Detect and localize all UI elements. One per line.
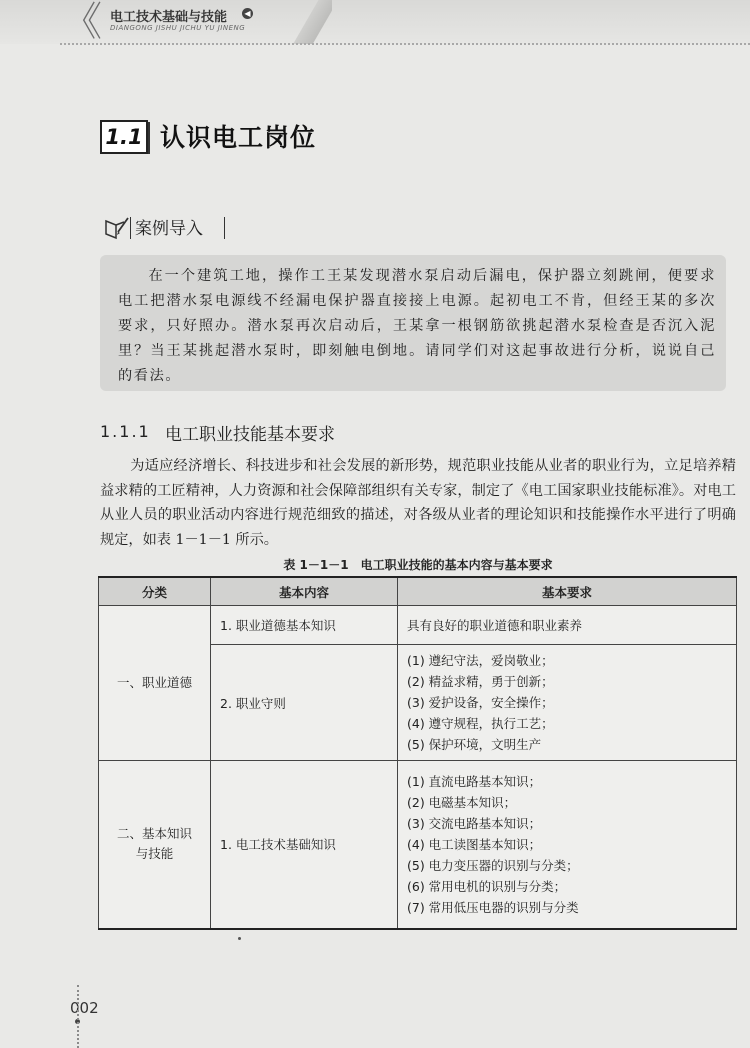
requirement-item: (4) 遵守规程，执行工艺；: [407, 716, 554, 731]
requirement-item: (4) 电工读图基本知识；: [407, 836, 542, 852]
skills-table: [98, 576, 737, 930]
requirement-item: (7) 常用低压电器的识别与分类: [407, 899, 579, 915]
table-row: [99, 761, 737, 929]
binding-dotted-line: [77, 985, 79, 1048]
table-category-cell: [99, 606, 211, 761]
table-category-cell: [99, 761, 211, 929]
page-number: 002: [70, 999, 99, 1017]
table-header-cell: 基本要求: [398, 577, 737, 606]
requirement-item: (6) 常用电机的识别与分类；: [407, 878, 567, 894]
table-row: [99, 606, 737, 645]
requirement-item: (3) 爱护设备，安全操作；: [407, 695, 554, 710]
requirement-item: (2) 电磁基本知识；: [407, 794, 517, 810]
section-title: 认识电工岗位: [160, 123, 317, 152]
table-requirement-cell: [398, 761, 737, 929]
table-header-cell: 基本内容: [211, 577, 398, 606]
subsection-title: 电工职业技能基本要求: [165, 425, 335, 445]
header-dotted-rule: [60, 43, 750, 45]
header-arrow-icon: ◀: [242, 8, 253, 19]
case-label-divider: [130, 217, 131, 239]
case-label-divider: [224, 217, 225, 239]
category-label: 与技能: [135, 846, 174, 862]
body-paragraph: 为适应经济增长、科技进步和社会发展的新形势，规范职业技能从业者的职业行为，立足培养精益求精的工匠精神，人力资源和社会保障部组织有关专家，制定了《电工国家职业技能标准》。对电工从业人员的职业活动内容进行规范细致的描述，对各级从业者的理论知识和技能操作水平进行了明确规定，如表 1－1－1 所示。: [100, 458, 736, 548]
requirement-item: (1) 直流电路基本知识；: [407, 773, 542, 789]
table-header-row: [99, 577, 737, 606]
table-content-cell: 1. 电工技术基础知识: [211, 761, 398, 929]
table-content-cell: 1. 职业道德基本知识: [211, 606, 398, 645]
requirement-item: (5) 保护环境，文明生产: [407, 737, 542, 752]
case-intro-text: 在一个建筑工地，操作工王某发现潜水泵启动后漏电，保护器立刻跳闸，便要求电工把潜水泵电源线不经漏电保护器直接接上电源。起初电工不肯，但经王某的多次要求，只好照办。潜水泵再次启动后，王某拿一根钢筋欲挑起潜水泵检查是否沉入泥里？当王某挑起潜水泵时，即刻触电倒地。请同学们对这起事故进行分析，说说自己的看法。: [118, 268, 716, 384]
table-header-cell: 分类: [99, 577, 211, 606]
requirement-item: (3) 交流电路基本知识；: [407, 815, 542, 831]
header-chevron-icon: 《: [62, 0, 94, 45]
table-requirement-cell: [398, 645, 737, 761]
case-intro-label: 案例导入: [135, 219, 203, 239]
case-intro-text-block: [118, 264, 716, 389]
body-paragraph-block: [100, 454, 736, 552]
requirement-item: 具有良好的职业道德和职业素养: [407, 617, 583, 633]
section-number: 1.1: [100, 120, 148, 154]
table-requirement-cell: [398, 606, 737, 645]
running-header-pinyin: DIANGONG JISHU JICHU YU JINENG: [110, 24, 246, 32]
requirement-item: (5) 电力变压器的识别与分类；: [407, 857, 579, 873]
pen-book-icon: [104, 216, 130, 240]
header-decoration: [292, 0, 332, 44]
requirement-list: [407, 771, 736, 918]
table-caption: 表 1－1－1 电工职业技能的基本内容与基本要求: [283, 558, 553, 572]
requirement-item: (2) 精益求精，勇于创新；: [407, 674, 554, 689]
category-label: 二、基本知识: [116, 826, 192, 842]
running-header-title: 电工技术基础与技能: [110, 10, 228, 25]
subsection-number: 1.1.1: [100, 422, 151, 441]
requirement-item: (1) 遵纪守法，爱岗敬业；: [407, 653, 554, 668]
requirement-list: [407, 650, 736, 755]
category-label: 一、职业道德: [116, 675, 192, 690]
footer-dot: [238, 937, 241, 940]
table-content-cell: 2. 职业守则: [211, 645, 398, 761]
